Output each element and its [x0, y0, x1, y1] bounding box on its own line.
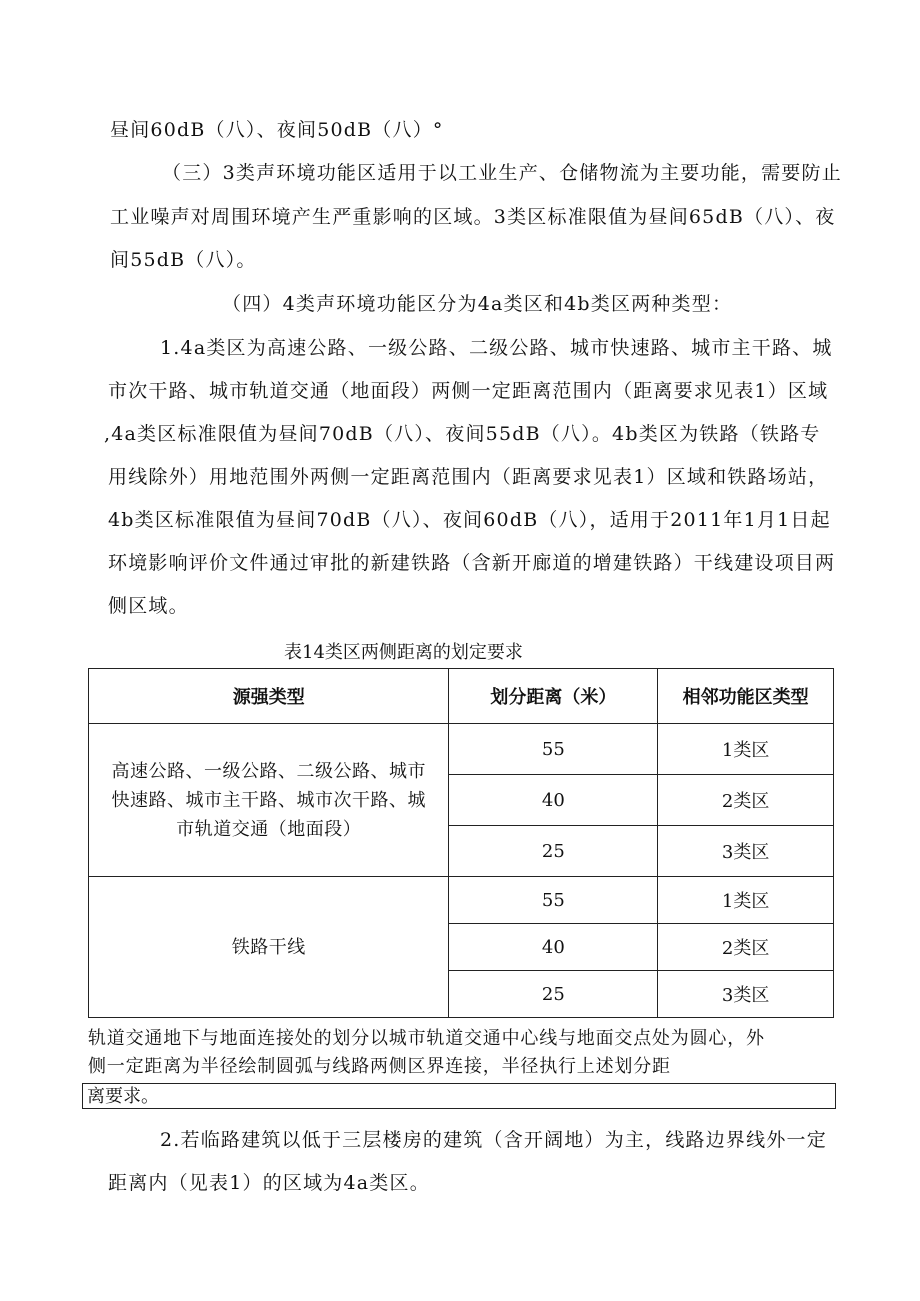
- table-caption: 表14类区两侧距离的划定要求: [284, 642, 523, 663]
- distance-cell: 25: [449, 826, 658, 877]
- table-note-line: 离要求。: [87, 1086, 159, 1107]
- zone-cell: 2类区: [658, 924, 834, 971]
- source-cell-railway: 铁路干线: [89, 877, 449, 1018]
- zone-cell: 3类区: [658, 971, 834, 1018]
- source-text-line: 市轨道交通（地面段）: [176, 818, 362, 840]
- paragraph-line: （三）3类声环境功能区适用于以工业生产、仓储物流为主要功能，需要防止: [162, 162, 842, 184]
- distance-cell: 25: [449, 971, 658, 1018]
- paragraph-line: 昼间60dB（八）、夜间50dB（八）°: [110, 119, 444, 141]
- zone-cell: 1类区: [658, 877, 834, 924]
- distance-table: [88, 668, 834, 1018]
- paragraph-line: 工业噪声对周围环境产生严重影响的区域。3类区标准限值为昼间65dB（八）、夜: [110, 206, 836, 228]
- table-note-line: 轨道交通地下与地面连接处的划分以城市轨道交通中心线与地面交点处为圆心，外: [88, 1028, 765, 1049]
- distance-cell: 40: [449, 924, 658, 971]
- paragraph-line: 1.4a类区为高速公路、一级公路、二级公路、城市快速路、城市主干路、城: [160, 337, 833, 359]
- zone-cell: 1类区: [658, 724, 834, 775]
- header-adjacent-zone: 相邻功能区类型: [658, 669, 834, 724]
- distance-cell: 55: [449, 877, 658, 924]
- paragraph-line: 2.若临路建筑以低于三层楼房的建筑（含开阔地）为主，线路边界线外一定: [160, 1129, 827, 1151]
- zone-cell: 3类区: [658, 826, 834, 877]
- paragraph-line: 用线除外）用地范围外两侧一定距离范围内（距离要求见表1）区域和铁路场站，: [108, 466, 829, 488]
- distance-cell: 40: [449, 775, 658, 826]
- paragraph-line: 间55dB（八）。: [110, 249, 257, 271]
- table-row: [89, 724, 834, 775]
- table-note-line: 侧一定距离为半径绘制圆弧与线路两侧区界连接，半径执行上述划分距: [88, 1056, 671, 1077]
- source-cell-highway: [89, 724, 449, 877]
- paragraph-line: 市次干路、城市轨道交通（地面段）两侧一定距离范围内（距离要求见表1）区域: [108, 380, 829, 402]
- paragraph-line: ,4a类区标准限值为昼间70dB（八）、夜间55dB（八）。4b类区为铁路（铁路专: [104, 423, 821, 445]
- paragraph-line: 距离内（见表1）的区域为4a类区。: [108, 1172, 430, 1194]
- zone-cell: 2类区: [658, 775, 834, 826]
- table-row: [89, 877, 834, 924]
- paragraph-line: 环境影响评价文件通过审批的新建铁路（含新开廊道的增建铁路）干线建设项目两: [108, 552, 836, 574]
- paragraph-line: 侧区域。: [108, 595, 189, 617]
- paragraph-line: 4b类区标准限值为昼间70dB（八）、夜间60dB（八），适用于2011年1月1日起: [108, 509, 831, 531]
- source-text-line: 高速公路、一级公路、二级公路、城市: [111, 760, 426, 782]
- section-heading: （四）4类声环境功能区分为4a类区和4b类区两种类型：: [222, 293, 733, 315]
- header-source-type: 源强类型: [89, 669, 449, 724]
- table-header-row: [89, 669, 834, 724]
- distance-cell: 55: [449, 724, 658, 775]
- source-text-line: 快速路、城市主干路、城市次干路、城: [111, 789, 426, 811]
- header-distance: 划分距离（米）: [449, 669, 658, 724]
- table-note-box: [82, 1083, 836, 1109]
